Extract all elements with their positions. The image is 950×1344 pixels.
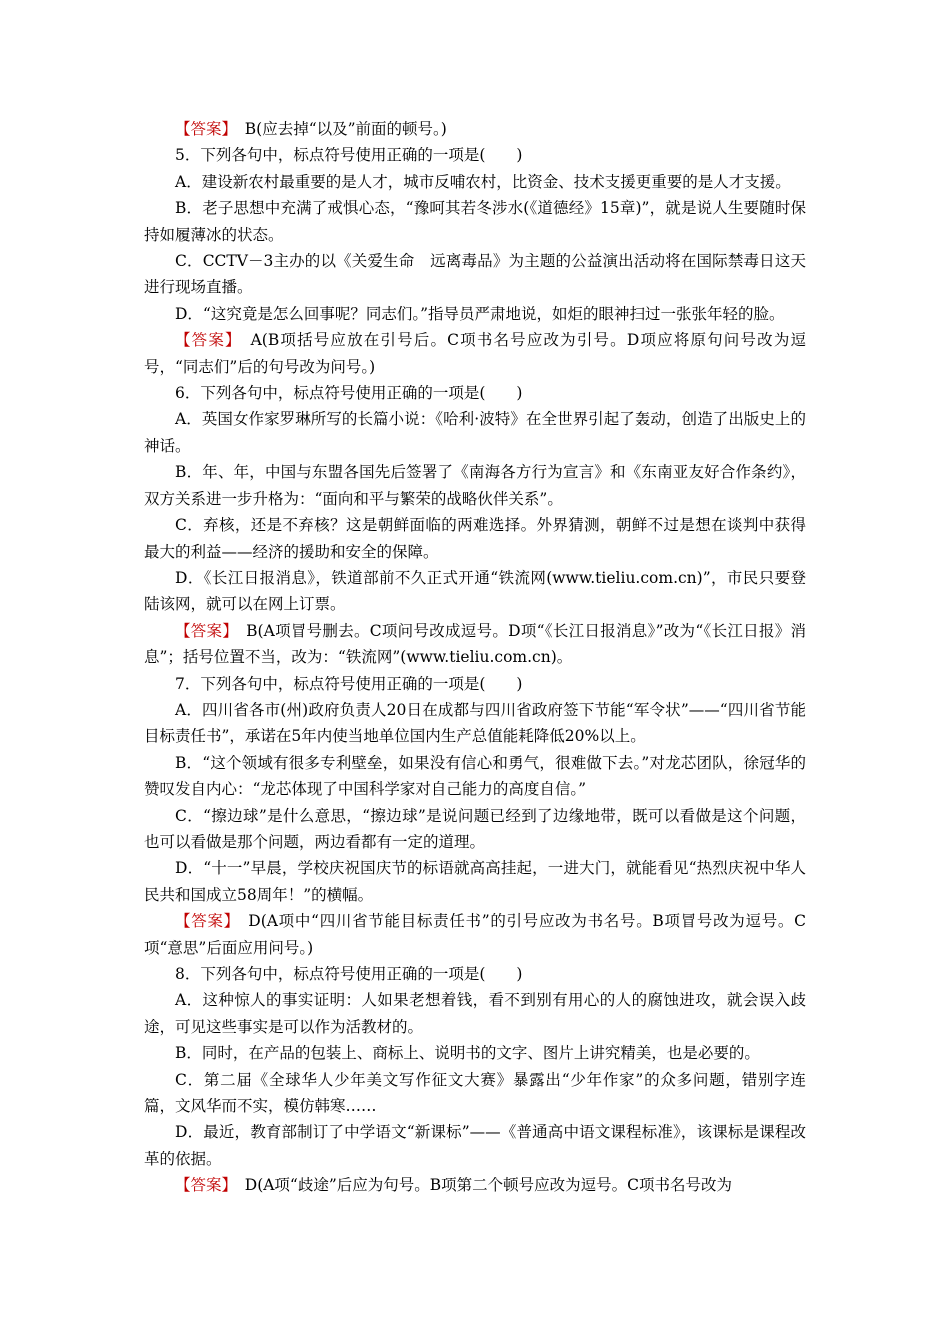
answer-label: 【答案】 [175,331,234,350]
option-paragraph: C．“擦边球”是什么意思，“擦边球”是说问题已经到了边缘地带，既可以看做是这个问题，也可以看做是那个问题，两边看都有一定的道理。 [144,806,806,851]
question-stem: 8．下列各句中，标点符号使用正确的一项是( ) [175,965,523,983]
answer-text: D(A项中“四川省节能目标责任书”的引号应改为书名号。B项冒号改为逗号。C项“意思”后面应用问号。) [144,912,806,957]
question-stem: 7．下列各句中，标点符号使用正确的一项是( ) [175,674,523,693]
option-paragraph: A．建设新农村最重要的是人才，城市反哺农村，比资金、技术支援更重要的是人才支援。 [175,172,791,191]
question-stem: 6．下列各句中，标点符号使用正确的一项是( ) [175,384,523,403]
option-paragraph: D．“十一”早晨，学校庆祝国庆节的标语就高高挂起，一进大门，就能看见“热烈庆祝中华人民共和国成立58周年！”的横幅。 [144,859,806,904]
answer-paragraph [144,1172,806,1198]
option-paragraph: C．弃核，还是不弃核？这是朝鲜面临的两难选择。外界猜测，朝鲜不过是想在谈判中获得最大的利益——经济的援助和安全的保障。 [144,516,806,561]
question-stem: 5．下列各句中，标点符号使用正确的一项是( ) [175,146,523,165]
option-paragraph: A．四川省各市(州)政府负责人20日在成都与四川省政府签下节能“军令状”——“四川省节能目标责任书”，承诺在5年内使当地单位国内生产总值能耗降低20%以上。 [144,700,806,746]
option-paragraph: D．《长江日报消息》，铁道部前不久正式开通“铁流网(www.tieliu.com.cn)”，市民只要登陆该网，就可以在网上订票。 [144,568,806,614]
option-paragraph: C．CCTV－3主办的以《关爱生命 远离毒品》为主题的公益演出活动将在国际禁毒日这天进行现场直播。 [144,252,806,297]
answer-label: 【答案】 [175,120,230,138]
option-paragraph: B．“这个领域有很多专利壁垒，如果没有信心和勇气，很难做下去。”对龙芯团队，徐冠华的赞叹发自内心：“龙芯体现了中国科学家对自己能力的高度自信。” [144,753,806,799]
option-paragraph: B．同时，在产品的包装上、商标上、说明书的文字、图片上讲究精美，也是必要的。 [175,1044,760,1063]
answer-paragraph [144,116,806,142]
answer-paragraph [144,908,806,961]
answer-paragraph [144,327,806,380]
option-paragraph: B．老子思想中充满了戒惧心态，“豫呵其若冬涉水(《道德经》15章)”，就是说人生要随时保持如履薄冰的状态。 [144,199,806,244]
option-paragraph: D．“这究竟是怎么回事呢？同志们。”指导员严肃地说，如炬的眼神扫过一张张年轻的脸。 [175,304,785,323]
answer-text: D(A项“歧途”后应为句号。B项第二个顿号应改为逗号。C项书名号改为 [229,1176,733,1195]
answer-label: 【答案】 [175,621,231,640]
answer-text: B(A项冒号删去。C项问号改成逗号。D项“《长江日报消息》”改为“《长江日报》消息”；括号位置不当，改为：“铁流网”(www.tieliu.com.cn)。 [144,621,806,667]
option-paragraph: D．最近，教育部制订了中学语文“新课标”——《普通高中语文课程标准》，该课标是课程改革的依据。 [144,1123,806,1168]
option-paragraph: C．第二届《全球华人少年美文写作征文大赛》暴露出“少年作家”的众多问题，错别字连篇，文风华而不实，模仿韩寒…… [144,1070,806,1116]
option-paragraph: A．这种惊人的事实证明：人如果老想着钱，看不到别有用心的人的腐蚀进攻，就会误入歧途，可见这些事实是可以作为活教材的。 [144,991,806,1036]
option-paragraph: A．英国女作家罗琳所写的长篇小说：《哈利·波特》在全世界引起了轰动，创造了出版史上的神话。 [144,410,806,455]
answer-label: 【答案】 [175,1176,230,1195]
answer-label: 【答案】 [175,912,233,931]
answer-paragraph [144,618,806,671]
document-page [144,116,806,1199]
option-paragraph: B．年、年，中国与东盟各国先后签署了《南海各方行为宣言》和《东南亚友好合作条约》，双方关系进一步升格为：“面向和平与繁荣的战略伙伴关系”。 [144,463,806,508]
answer-text: B(应去掉“以及”前面的顿号。) [229,120,447,138]
answer-text: A(B项括号应放在引号后。C项书名号应改为引号。D项应将原句问号改为逗号，“同志们”后的句号改为问号。) [144,331,806,376]
